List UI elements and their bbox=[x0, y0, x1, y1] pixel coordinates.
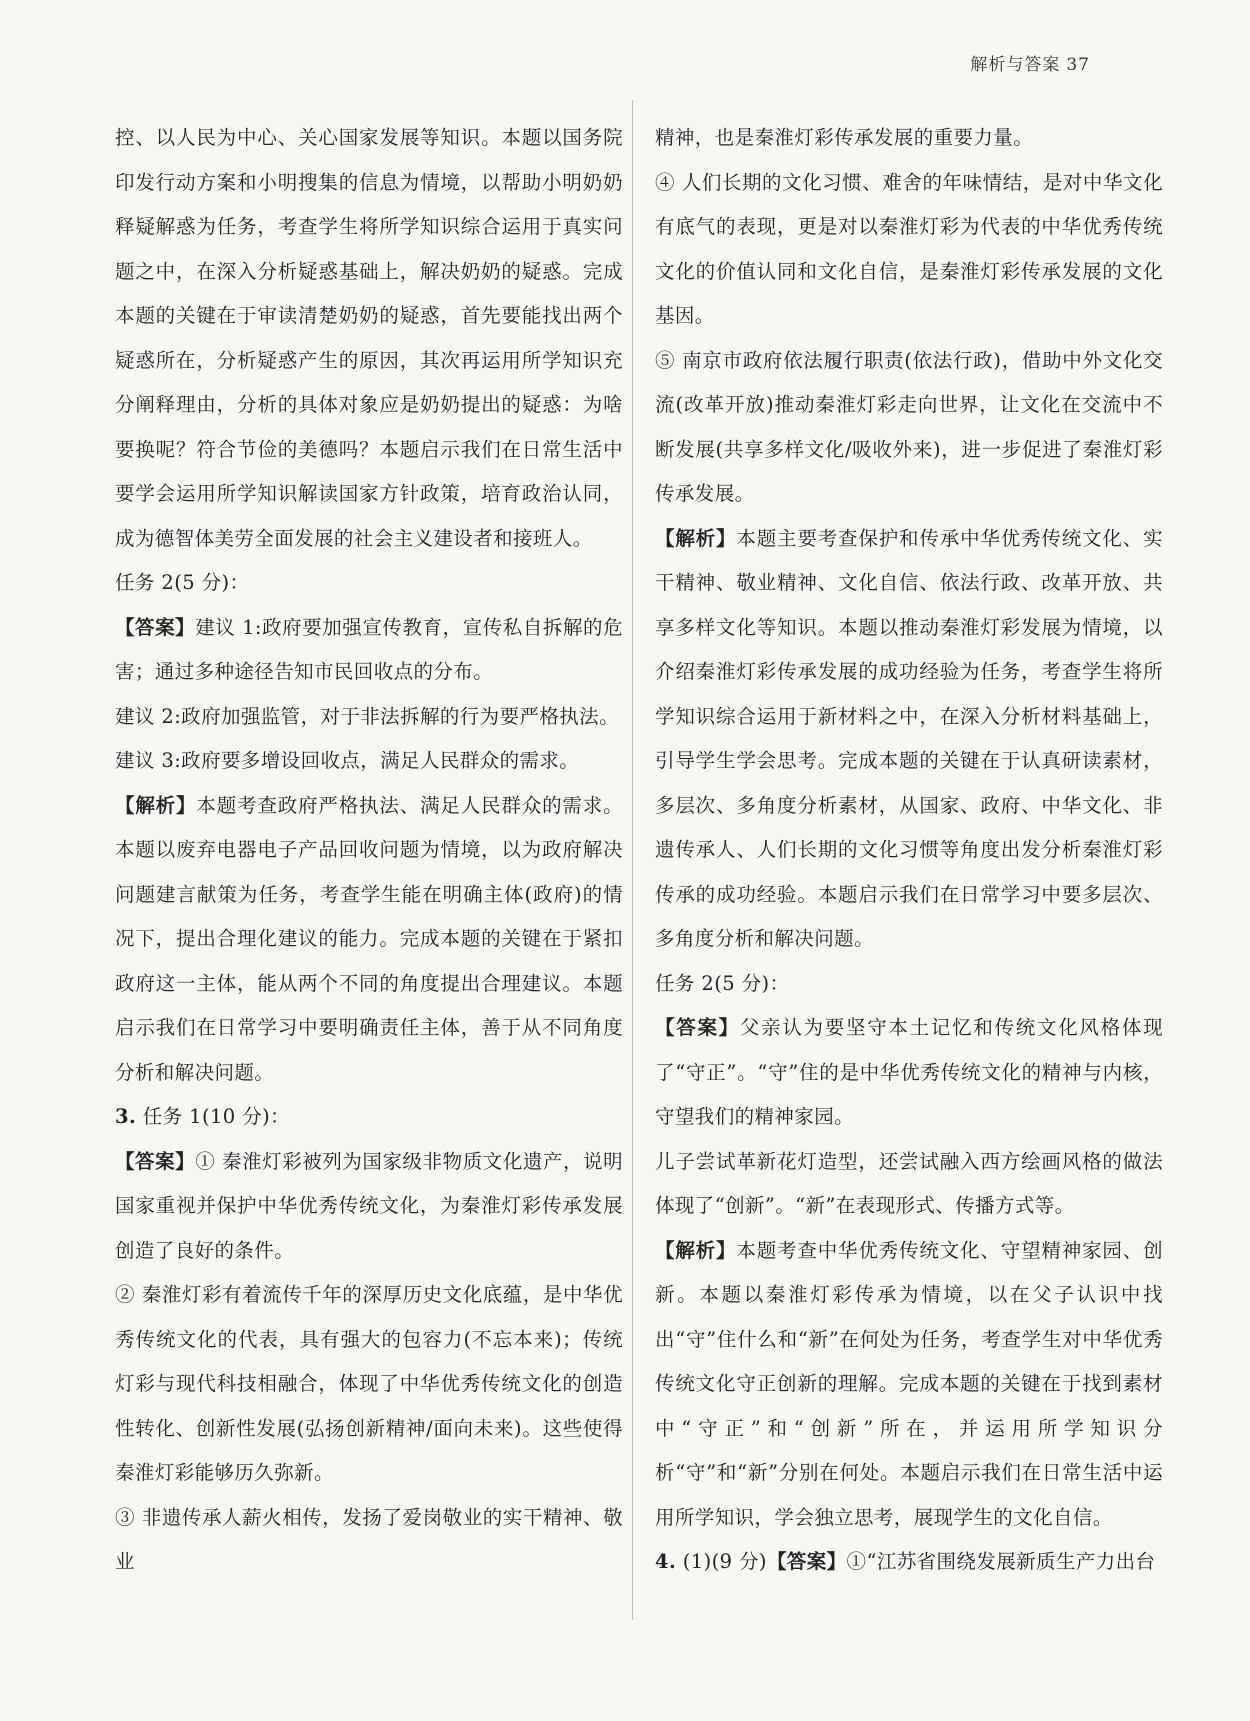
analysis-text: 本题考查中华优秀传统文化、守望精神家园、创新。本题以秦淮灯彩传承为情境，以在父子认识中找出“守”住什么和“新”在何处为任务，考查学生对中华优秀传统文化守正创新的理解。完成本题的关键在于找到素材中“守正”和“创新”所在，并运用所学知识分析“守”和“新”分别在何处。本题启示我们在日常生活中运用所学知识，学会独立思考，展现学生的文化自信。 bbox=[655, 1238, 1163, 1529]
paragraph: 控、以人民为中心、关心国家发展等知识。本题以国务院印发行动方案和小明搜集的信息为情境，以帮助小明奶奶释疑解惑为任务，考查学生将所学知识综合运用于真实问题之中，在深入分析疑惑基础上，解决奶奶的疑惑。完成本题的关键在于审读清楚奶奶的疑惑，首先要能找出两个疑惑所在，分析疑惑产生的原因，其次再运用所学知识充分阐释理由，分析的具体对象应是奶奶提出的疑惑：为啥要换呢？符合节俭的美德吗？本题启示我们在日常生活中要学会运用所学知识解读国家方针政策，培育政治认同，成为德智体美劳全面发展的社会主义建设者和接班人。 bbox=[115, 126, 623, 550]
question-title bbox=[655, 1540, 1163, 1585]
answer-text: ① 秦淮灯彩被列为国家级非物质文化遗产，说明国家重视并保护中华优秀传统文化，为秦淮灯彩传承发展创造了良好的条件。 bbox=[115, 1149, 624, 1262]
column-divider bbox=[632, 100, 633, 1620]
task-title: 任务 2(5 分)： bbox=[655, 971, 790, 995]
paragraph: 精神，也是秦淮灯彩传承发展的重要力量。 bbox=[655, 126, 1034, 149]
analysis-tag: 【解析】 bbox=[655, 1238, 737, 1262]
answer-line: 建议 3:政府要多增设回收点，满足人民群众的需求。 bbox=[115, 749, 580, 772]
question-number: 4. bbox=[655, 1550, 677, 1573]
analysis-paragraph bbox=[655, 517, 1163, 962]
page-number: 37 bbox=[1066, 55, 1090, 75]
answer-paragraph bbox=[115, 606, 623, 695]
answer-paragraph bbox=[655, 1006, 1163, 1140]
answer-tag: 【答案】 bbox=[115, 615, 196, 639]
answer-text: 建议 1:政府要加强宣传教育，宣传私自拆解的危害；通过多种途径告知市民回收点的分布。 bbox=[115, 615, 623, 683]
analysis-tag: 【解析】 bbox=[115, 793, 197, 817]
answer-tag: 【答案】 bbox=[655, 1016, 740, 1039]
answer-text: 父亲认为要坚守本土记忆和传统文化风格体现了“守正”。“守”住的是中华优秀传统文化的精神与内核，守望我们的精神家园。 bbox=[655, 1016, 1163, 1128]
answer-tag: 【答案】 bbox=[766, 1550, 847, 1573]
answer-line: ② 秦淮灯彩有着流传千年的深厚历史文化底蕴，是中华优秀传统文化的代表，具有强大的包容力(不忘本来)；传统灯彩与现代科技相融合，体现了中华优秀传统文化的创造性转化、创新性发展(弘扬创新精神/面向未来)。这些使得秦淮灯彩能够历久弥新。 bbox=[115, 1283, 623, 1484]
header-title: 解析与答案 bbox=[970, 55, 1061, 75]
left-column bbox=[115, 116, 623, 1585]
analysis-paragraph bbox=[655, 1229, 1163, 1541]
question-number: 3. bbox=[115, 1105, 137, 1128]
question-task: 任务 1(10 分)： bbox=[142, 1105, 291, 1128]
analysis-text: 本题主要考查保护和传承中华优秀传统文化、实干精神、敬业精神、文化自信、依法行政、改革开放、共享多样文化等知识。本题以推动秦淮灯彩发展为情境，以介绍秦淮灯彩传承发展的成功经验为任务，考查学生将所学知识综合运用于新材料之中，在深入分析材料基础上，引导学生学会思考。完成本题的关键在于认真研读素材，多层次、多角度分析素材，从国家、政府、中华文化、非遗传承人、人们长期的文化习惯等角度出发分析秦淮灯彩传承的成功经验。本题启示我们在日常学习中要多层次、多角度分析和解决问题。 bbox=[655, 526, 1163, 950]
analysis-tag: 【解析】 bbox=[655, 526, 737, 550]
analysis-paragraph bbox=[115, 784, 623, 1096]
answer-tag: 【答案】 bbox=[115, 1149, 196, 1173]
analysis-text: 本题考查政府严格执法、满足人民群众的需求。本题以废弃电器电子产品回收问题为情境，以为政府解决问题建言献策为任务，考查学生能在明确主体(政府)的情况下，提出合理化建议的能力。完成本题的关键在于紧扣政府这一主体，能从两个不同的角度提出合理建议。本题启示我们在日常学习中要明确责任主体，善于从不同角度分析和解决问题。 bbox=[115, 793, 623, 1084]
page-header bbox=[970, 50, 1090, 75]
answer-paragraph bbox=[115, 1140, 623, 1274]
question-title bbox=[115, 1095, 623, 1140]
task-title: 任务 2(5 分)： bbox=[115, 571, 250, 594]
answer-text: ①“江苏省围绕发展新质生产力出台 bbox=[846, 1550, 1156, 1573]
answer-line: ④ 人们长期的文化习惯、难舍的年味情结，是对中华文化有底气的表现，更是对以秦淮灯彩为代表的中华优秀传统文化的价值认同和文化自信，是秦淮灯彩传承发展的文化基因。 bbox=[655, 170, 1163, 327]
question-subpart: (1)(9 分) bbox=[682, 1550, 767, 1573]
answer-line: 建议 2:政府加强监管，对于非法拆解的行为要严格执法。 bbox=[115, 704, 619, 728]
answer-line: ③ 非遗传承人薪火相传，发扬了爱岗敬业的实干精神、敬业 bbox=[115, 1505, 623, 1573]
answer-line: 儿子尝试革新花灯造型，还尝试融入西方绘画风格的做法体现了“创新”。“新”在表现形式、传播方式等。 bbox=[655, 1149, 1163, 1217]
right-column bbox=[655, 116, 1163, 1585]
answer-line: ⑤ 南京市政府依法履行职责(依法行政)，借助中外文化交流(改革开放)推动秦淮灯彩走向世界，让文化在交流中不断发展(共享多样文化/吸收外来)，进一步促进了秦淮灯彩传承发展。 bbox=[655, 348, 1163, 505]
